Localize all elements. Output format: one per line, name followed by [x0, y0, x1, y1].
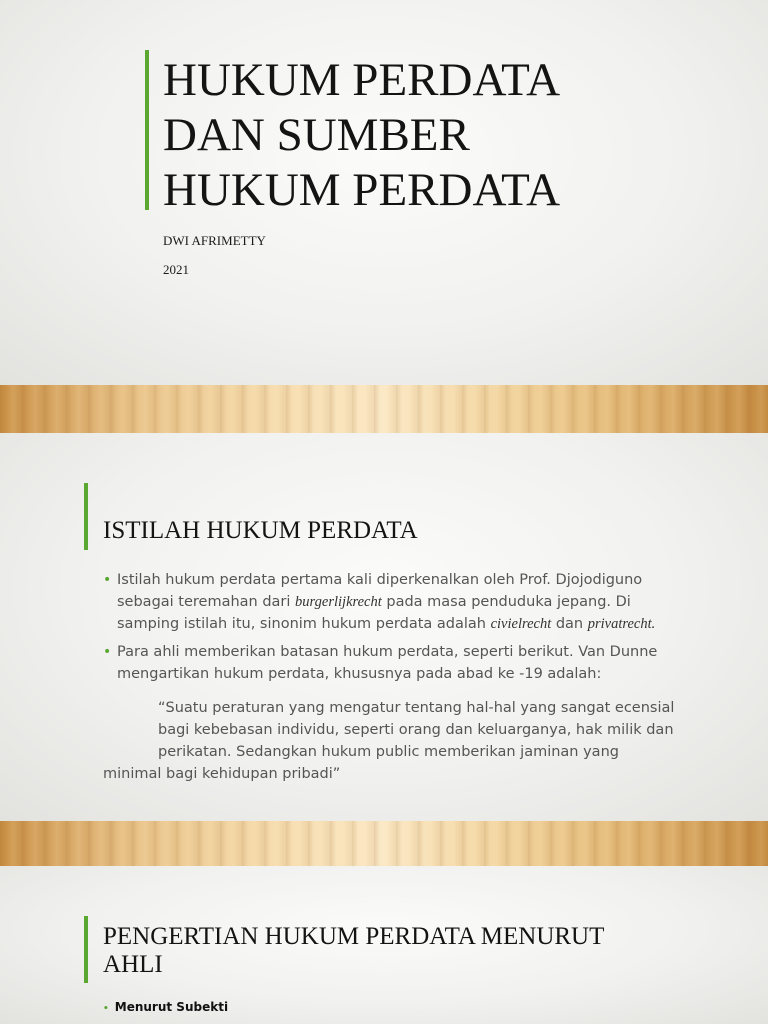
- title-line: HUKUM PERDATA: [163, 54, 561, 106]
- bullet-icon: •: [103, 644, 112, 660]
- bullet-icon: •: [103, 572, 112, 588]
- slide-istilah: [0, 433, 768, 821]
- bullet-list: [103, 569, 683, 785]
- bullet-text: dan: [551, 616, 588, 632]
- slide-separator: [0, 821, 768, 866]
- slide-separator: [0, 385, 768, 433]
- bullet-text: Istilah hukum perdata pertama kali diperkenalkan oleh Prof. Djojodiguno sebagai teremahan dari: [117, 572, 643, 610]
- accent-bar: [145, 50, 149, 210]
- accent-bar: [84, 916, 88, 983]
- slide-title-heading: [163, 53, 723, 218]
- bullet-icon: •: [103, 1004, 109, 1014]
- bullet-text: Para ahli memberikan batasan hukum perdata, seperti berikut. Van Dunne mengartikan hukum perdata, khususnya pada abad ke -19 adalah:: [117, 644, 658, 682]
- list-item: [103, 641, 683, 685]
- slide-title: [0, 0, 768, 385]
- quote-line: bagi kebebasan individu, seperti orang dan keluarganya, hak milik dan: [158, 722, 674, 738]
- term-italic: civielrecht: [490, 616, 552, 632]
- quote-block: [103, 697, 683, 785]
- bullet-text: pada masa penduduka jepang. Di samping istilah itu, sinonim hukum perdata adalah: [117, 594, 631, 632]
- quote-line: minimal bagi kehidupan pribadi”: [103, 766, 341, 782]
- title-line: DAN SUMBER: [163, 109, 470, 161]
- quote-line: perikatan. Sedangkan hukum public memberikan jaminan yang: [158, 744, 619, 760]
- year: 2021: [163, 262, 189, 277]
- slide-heading: [103, 923, 663, 979]
- title-line: PENGERTIAN HUKUM PERDATA MENURUT: [103, 923, 605, 950]
- slide-pengertian: [0, 866, 768, 1024]
- term-italic: burgerlijkrecht: [295, 594, 382, 610]
- bullet-text: Menurut Subekti: [114, 1000, 229, 1014]
- accent-bar: [84, 483, 88, 550]
- list-item: [103, 569, 683, 635]
- quote-line: “Suatu peraturan yang mengatur tentang hal-hal yang sangat ecensial: [158, 700, 675, 716]
- title-line: HUKUM PERDATA: [163, 164, 561, 216]
- author-name: DWI AFRIMETTY: [163, 233, 266, 248]
- term-italic: privatrecht.: [587, 616, 656, 632]
- list-item: [103, 1000, 228, 1014]
- slide-heading: ISTILAH HUKUM PERDATA: [103, 517, 418, 544]
- title-line: AHLI: [103, 951, 163, 978]
